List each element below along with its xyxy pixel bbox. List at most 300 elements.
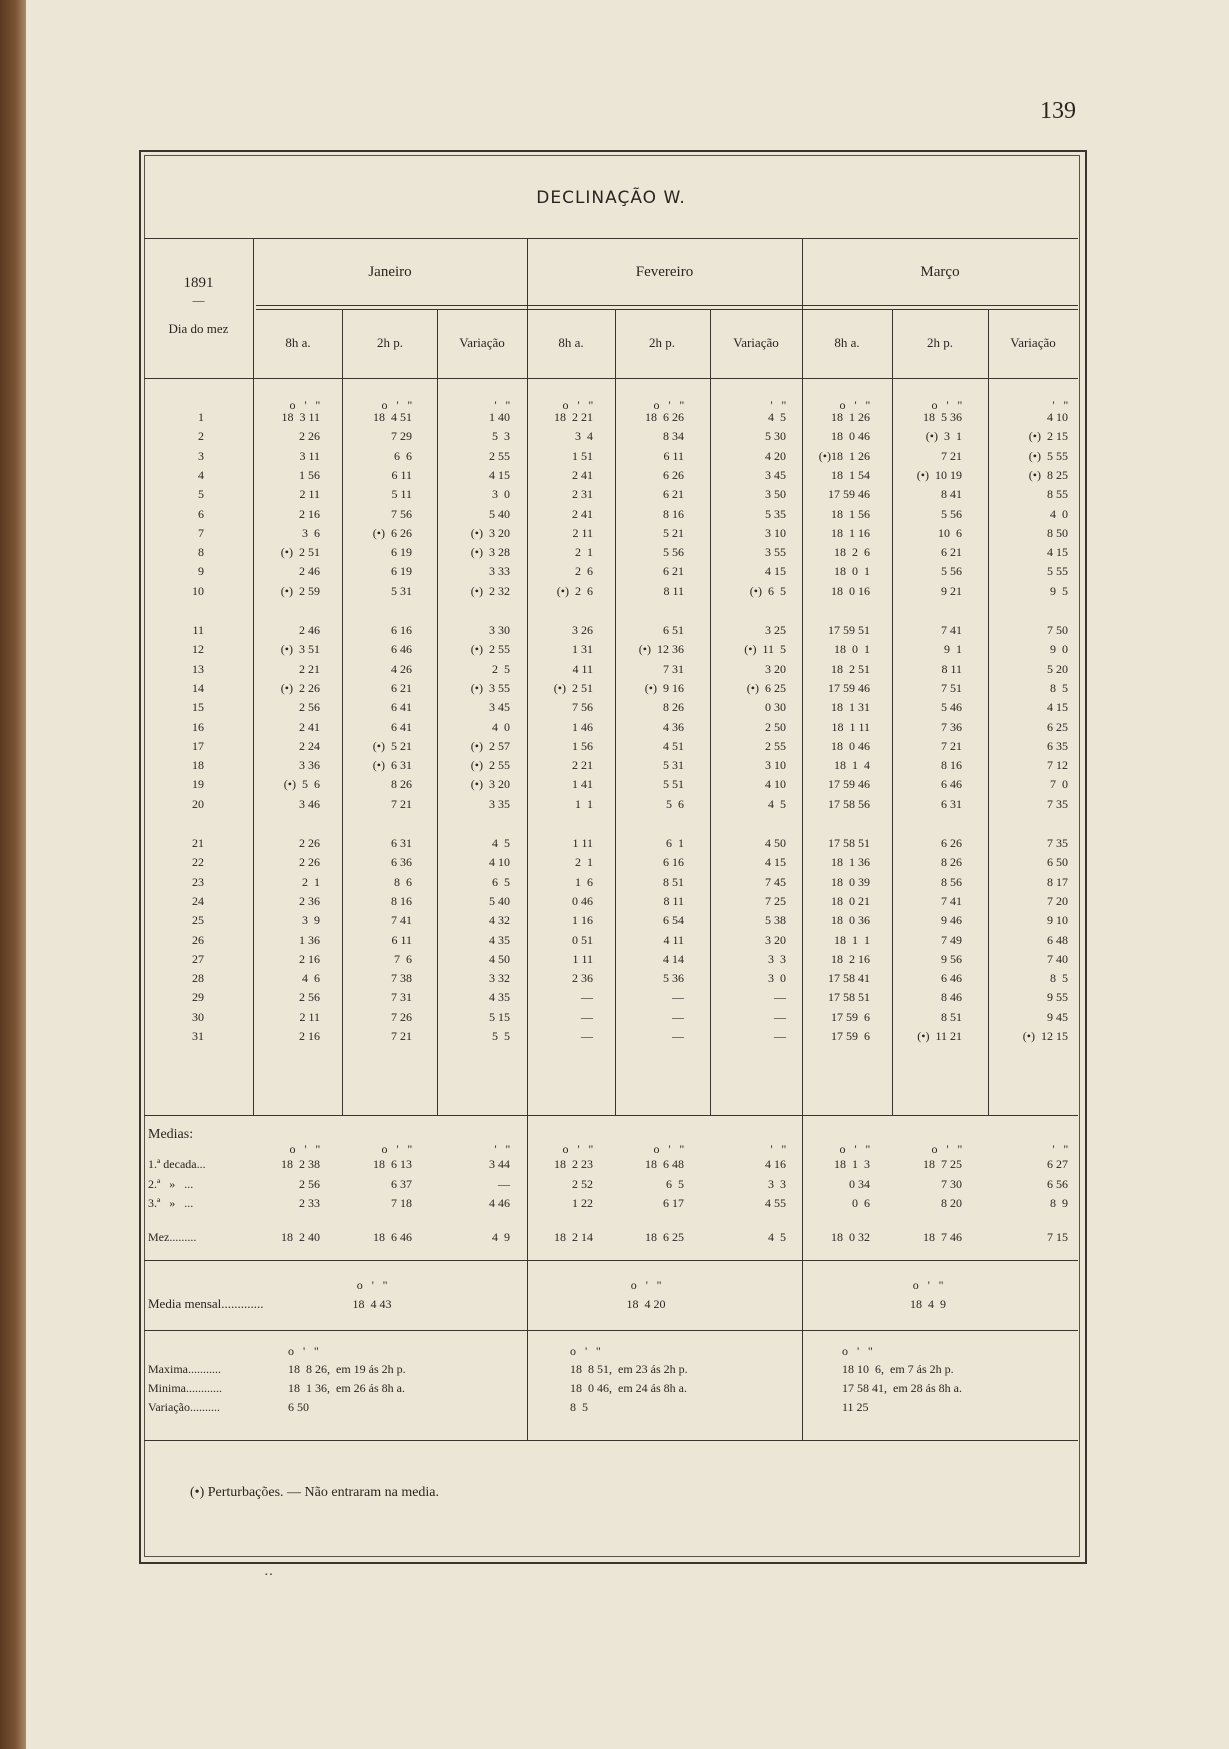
table-cell: 6 19 [391,564,412,579]
table-cell: 18 0 36 [831,913,870,928]
table-cell: (•) 11 5 [744,642,786,657]
extreme-label: Variação.......... [148,1400,220,1414]
table-cell: 6 21 [941,545,962,560]
table-cell: 4 20 [765,448,786,463]
table-cell: 3 55 [765,545,786,560]
table-cell: 17 59 6 [831,1009,870,1024]
medias-cell: 6 17 [663,1196,684,1210]
table-cell: 8 26 [391,777,412,792]
table-cell: 8 51 [663,874,684,889]
day-number: 14 [192,680,204,695]
table-cell: 2 1 [575,855,593,870]
table-cell: 2 16 [299,951,320,966]
table-cell: 5 56 [941,506,962,521]
table-cell: 18 1 26 [831,410,870,424]
table-cell: 6 11 [391,467,412,482]
table-cell: 3 20 [765,932,786,947]
table-cell: 5 51 [663,777,684,792]
table-cell: 2 26 [299,855,320,870]
table-cell: 7 41 [391,913,412,928]
table-cell: 9 0 [1050,642,1068,657]
table-cell: 3 35 [489,796,510,811]
table-cell: 2 16 [299,506,320,521]
medias-cell: 4 16 [765,1157,786,1171]
table-cell: 9 56 [941,951,962,966]
table-cell: 6 21 [391,680,412,695]
table-cell: 3 20 [765,661,786,676]
table-cell: 17 59 46 [828,487,870,502]
table-cell: 5 21 [663,525,684,540]
table-cell: 1 1 [575,796,593,811]
table-cell: 1 11 [572,951,593,966]
table-cell: 3 0 [768,971,786,986]
media-mensal-value: 18 4 43 [352,1297,392,1311]
day-number: 8 [198,545,204,560]
table-cell: (•) 2 55 [470,758,510,773]
table-cell: 17 58 41 [828,971,870,986]
table-cell: — [672,1009,684,1024]
column-subheader: 2h p. [649,335,675,350]
table-cell: 3 10 [765,525,786,540]
mez-cell: 18 6 25 [645,1230,684,1244]
table-cell: 18 6 26 [645,410,684,424]
extreme-label: Maxima........... [148,1362,221,1376]
mez-cell: 7 15 [1047,1230,1068,1244]
table-cell: 0 30 [765,700,786,715]
page-number: 139 [1040,98,1076,124]
table-cell: 6 19 [391,545,412,560]
table-cell: 18 1 16 [831,525,870,540]
table-cell: 18 1 11 [831,719,870,734]
units-label: o ' '' [289,398,320,412]
table-cell: 4 11 [572,661,593,676]
table-cell: 6 50 [1047,855,1068,870]
units-label: o ' '' [288,1344,319,1358]
table-cell: 3 46 [299,796,320,811]
table-cell: 8 6 [394,874,412,889]
rule [144,1330,1078,1331]
table-cell: 8 55 [1047,487,1068,502]
table-cell: 3 50 [765,487,786,502]
table-cell: 1 56 [299,467,320,482]
table-cell: 4 5 [768,410,786,424]
table-cell: 1 56 [572,738,593,753]
extreme-value: 18 8 26, em 19 ás 2h p. [288,1362,406,1376]
table-cell: 7 56 [391,506,412,521]
table-cell: 6 11 [663,448,684,463]
medias-cell: 2 33 [299,1196,320,1210]
table-cell: (•) 6 26 [372,525,412,540]
table-cell: 4 51 [663,738,684,753]
mez-cell: 18 7 46 [923,1230,962,1244]
table-cell: 5 3 [492,429,510,444]
table-cell: 3 9 [302,913,320,928]
table-cell: 5 35 [765,506,786,521]
table-cell: 18 2 21 [554,410,593,424]
table-cell: 4 15 [1047,700,1068,715]
table-cell: — [774,1029,786,1043]
table-cell: (•) 2 57 [470,738,510,753]
rule [144,1440,1078,1441]
table-cell: 3 4 [575,429,593,444]
table-cell: 7 21 [391,1029,412,1043]
table-cell: 5 15 [489,1009,510,1024]
table-cell: 2 55 [765,738,786,753]
units-label: o ' '' [381,398,412,412]
table-cell: 17 59 46 [828,680,870,695]
column-subheader: 2h p. [927,335,953,350]
table-title: DECLINAÇÃO W. [536,188,686,208]
table-cell: 18 0 1 [834,564,870,579]
table-cell: 7 35 [1047,796,1068,811]
table-cell: 4 5 [768,796,786,811]
table-cell: 3 10 [765,758,786,773]
day-number: 3 [198,448,204,463]
table-cell: (•)18 1 26 [818,448,870,463]
table-cell: 8 41 [941,487,962,502]
table-cell: 8 46 [941,990,962,1005]
day-number: 17 [192,738,204,753]
table-cell: (•) 3 55 [470,680,510,695]
table-cell: — [581,1009,593,1024]
table-cell: 18 4 51 [373,410,412,424]
medias-cell: 6 37 [391,1176,412,1191]
table-cell: 4 50 [489,951,510,966]
media-mensal-value: 18 4 20 [626,1297,666,1311]
day-number: 24 [192,893,204,908]
medias-row-label: 2.ª » ... [148,1176,194,1191]
extreme-value: 18 0 46, em 24 ás 8h a. [570,1381,687,1395]
table-cell: 0 46 [572,893,593,908]
table-cell: 7 21 [941,738,962,753]
table-cell: 18 2 16 [831,951,870,966]
table-cell: 4 15 [1047,545,1068,560]
table-cell: 2 11 [572,525,593,540]
table-cell: 2 56 [299,990,320,1005]
table-cell: 1 41 [572,777,593,792]
medias-cell: 18 2 38 [281,1157,320,1171]
table-cell: 18 5 36 [923,410,962,424]
table-cell: 18 1 31 [831,700,870,715]
table-cell: 5 56 [663,545,684,560]
mez-label: Mez......... [148,1230,197,1244]
units-label: o ' '' [289,1142,320,1156]
medias-cell: 4 55 [765,1196,786,1210]
table-cell: 18 1 4 [834,758,870,773]
table-cell: 4 11 [663,932,684,947]
day-column-header: Dia do mez [168,321,229,336]
table-cell: 2 26 [299,429,320,444]
extreme-value: 17 58 41, em 28 ás 8h a. [842,1381,962,1395]
table-cell: 2 56 [299,700,320,715]
table-cell: 2 11 [299,487,320,502]
table-cell: 9 46 [941,913,962,928]
table-cell: 7 45 [765,874,786,889]
table-cell: 9 1 [944,642,962,657]
mez-cell: 18 2 40 [281,1230,320,1244]
table-cell: 2 46 [299,564,320,579]
table-cell: 6 5 [492,874,510,889]
table-cell: 7 41 [941,623,962,637]
table-cell: 6 31 [391,836,412,850]
table-cell: 8 17 [1047,874,1068,889]
table-cell: 5 31 [663,758,684,773]
table-cell: 3 11 [299,448,320,463]
table-cell: (•) 12 36 [638,642,684,657]
table-cell: 17 59 51 [828,623,870,637]
table-cell: (•) 6 5 [749,583,786,598]
table-cell: 7 36 [941,719,962,734]
table-cell: 3 3 [768,951,786,966]
units-label: o ' '' [931,398,962,412]
medias-cell: 18 2 23 [554,1157,593,1171]
table-cell: (•) 2 26 [280,680,320,695]
table-cell: 3 26 [572,623,593,637]
table-cell: 3 0 [492,487,510,502]
table-cell: 4 0 [1050,506,1068,521]
table-cell: 5 5 [492,1029,510,1043]
day-number: 19 [192,777,204,792]
table-cell: 4 26 [391,661,412,676]
table-cell: 2 36 [299,893,320,908]
mez-cell: 18 2 14 [554,1230,593,1244]
units-label: o ' '' [630,1278,662,1292]
table-cell: (•) 2 51 [280,545,320,560]
book-spine [0,0,26,1749]
mez-cell: 18 6 46 [373,1230,412,1244]
table-cell: 18 0 21 [831,893,870,908]
table-cell: 2 6 [575,564,593,579]
table-cell: 8 11 [941,661,962,676]
column-subheader: 2h p. [377,335,403,350]
table-cell: 6 16 [663,855,684,870]
table-cell: 3 45 [489,700,510,715]
table-cell: 9 45 [1047,1009,1068,1024]
day-number: 13 [192,661,204,676]
table-cell: 2 46 [299,623,320,637]
day-number: 25 [192,913,204,928]
table-cell: 7 38 [391,971,412,986]
table-cell: (•) 6 31 [372,758,412,773]
table-cell: 8 16 [663,506,684,521]
rule [144,1115,1078,1116]
day-number: 28 [192,971,204,986]
day-number: 10 [192,583,204,598]
table-cell: (•) 2 55 [470,642,510,657]
table-cell: (•) 2 6 [556,583,593,598]
table-cell: (•) 5 6 [283,777,320,792]
table-cell: 4 35 [489,990,510,1005]
table-cell: 3 32 [489,971,510,986]
table-cell: 6 26 [663,467,684,482]
units-label: o ' '' [653,398,684,412]
extreme-value: 18 1 36, em 26 ás 8h a. [288,1381,405,1395]
table-cell: 7 31 [391,990,412,1005]
table-cell: 18 2 51 [831,661,870,676]
table-cell: — [672,990,684,1005]
medias-cell: 6 27 [1047,1157,1068,1171]
table-cell: — [774,1009,786,1024]
table-cell: — [581,990,593,1005]
table-cell: 7 0 [1050,777,1068,792]
table-cell: (•) 9 16 [644,680,684,695]
units-label: ' '' [770,398,786,412]
table-cell: 7 29 [391,429,412,444]
table-cell: (•) 2 51 [553,680,593,695]
extreme-value: 18 8 51, em 23 ás 2h p. [570,1362,688,1376]
medias-cell: 18 7 25 [923,1157,962,1171]
table-cell: 5 36 [663,971,684,986]
day-number: 27 [192,951,204,966]
table-cell: 18 1 56 [831,506,870,521]
table-cell: 6 46 [941,777,962,792]
table-cell: 6 54 [663,913,684,928]
day-number: 7 [198,525,204,540]
table-cell: 4 6 [302,971,320,986]
table-cell: (•) 5 55 [1028,448,1068,463]
table-cell: 8 26 [941,855,962,870]
table-cell: 5 20 [1047,661,1068,676]
table-cell: 2 24 [299,738,320,753]
table-cell: 7 25 [765,893,786,908]
day-number: 11 [192,623,204,637]
year-label: 1891 [183,275,214,291]
units-label: o ' '' [381,1142,412,1156]
table-cell: 6 21 [663,564,684,579]
table-cell: 2 21 [299,661,320,676]
medias-cell: 2 56 [299,1176,320,1191]
table-cell: 4 50 [765,836,786,850]
table-cell: 6 35 [1047,738,1068,753]
table-cell: 7 40 [1047,951,1068,966]
table-cell: 6 1 [666,836,684,850]
day-number: 26 [192,932,204,947]
table-cell: 6 16 [391,623,412,637]
table-cell: 1 31 [572,642,593,657]
table-cell: 18 2 6 [834,545,870,560]
table-cell: 1 36 [299,932,320,947]
table-cell: 8 51 [941,1009,962,1024]
table-cell: 2 55 [489,448,510,463]
table-cell: 6 46 [391,642,412,657]
units-label: o ' '' [570,1344,601,1358]
table-cell: — [581,1029,593,1043]
units-label: o ' '' [562,1142,593,1156]
table-cell: 7 26 [391,1009,412,1024]
table-cell: 7 35 [1047,836,1068,850]
medias-cell: 1 22 [572,1196,593,1210]
mez-cell: 18 0 32 [831,1230,870,1244]
medias-cell: 8 9 [1050,1196,1068,1210]
medias-cell: 18 1 3 [834,1157,870,1171]
table-cell: (•) 3 20 [470,777,510,792]
table-cell: 3 45 [765,467,786,482]
table-cell: 17 59 46 [828,777,870,792]
units-label: o ' '' [356,1278,388,1292]
units-label: o ' '' [562,398,593,412]
media-mensal-value: 18 4 9 [910,1297,946,1311]
table-cell: (•) 2 59 [280,583,320,598]
table-cell: 3 6 [302,525,320,540]
table-cell: 9 5 [1050,583,1068,598]
table-cell: 5 6 [666,796,684,811]
table-cell: 1 51 [572,448,593,463]
medias-cell: 3 44 [489,1157,510,1171]
table-cell: 3 30 [489,623,510,637]
units-label: o ' '' [931,1142,962,1156]
table-cell: 2 1 [575,545,593,560]
table-cell: 4 35 [489,932,510,947]
table-cell: 3 25 [765,623,786,637]
table-cell: 7 12 [1047,758,1068,773]
column-subheader: Variação [733,335,779,350]
table-cell: 6 46 [941,971,962,986]
rule [144,378,1078,379]
table-cell: — [672,1029,684,1043]
table-cell: 2 21 [572,758,593,773]
table-cell: 8 26 [663,700,684,715]
day-number: 2 [198,429,204,444]
table-cell: 1 46 [572,719,593,734]
media-mensal-label: Media mensal............. [148,1296,264,1311]
table-cell: (•) 12 15 [1022,1029,1068,1043]
medias-cell: 6 56 [1047,1176,1068,1191]
table-cell: 3 36 [299,758,320,773]
medias-cell: 3 3 [768,1176,786,1191]
day-number: 16 [192,719,204,734]
medias-label: Medias: [148,1127,194,1142]
stray-dots: ·· [264,1568,274,1583]
table-cell: 5 40 [489,893,510,908]
extreme-value: 18 10 6, em 7 ás 2h p. [842,1362,954,1376]
table-cell: 5 40 [489,506,510,521]
column-subheader: 8h a. [834,335,860,350]
day-number: 1 [198,410,204,424]
table-cell: 1 16 [572,913,593,928]
medias-cell: — [498,1176,510,1191]
table-cell: 8 11 [663,583,684,598]
table-cell: 2 41 [572,467,593,482]
table-cell: 6 6 [394,448,412,463]
table-cell: 6 11 [391,932,412,947]
table-cell: 18 0 39 [831,874,870,889]
units-label: ' '' [494,398,510,412]
day-number: 29 [192,990,204,1005]
table-cell: 2 31 [572,487,593,502]
month-header-jan: Janeiro [368,264,412,280]
table-cell: (•) 11 21 [917,1029,962,1043]
table-cell: 2 11 [299,1009,320,1024]
table-cell: 1 11 [572,836,593,850]
column-subheader: 8h a. [558,335,584,350]
table-cell: 4 15 [489,467,510,482]
table-cell: 9 21 [941,583,962,598]
table-cell: 5 56 [941,564,962,579]
table-cell: 8 34 [663,429,684,444]
table-cell: 2 1 [302,874,320,889]
medias-cell: 0 34 [849,1176,870,1191]
table-cell: 1 40 [489,410,510,424]
table-cell: 4 36 [663,719,684,734]
table-cell: (•) 5 21 [372,738,412,753]
rule [256,309,1078,310]
day-number: 18 [192,758,204,773]
table-cell: 8 5 [1050,680,1068,695]
table-cell: (•) 2 32 [470,583,510,598]
medias-cell: 4 46 [489,1196,510,1210]
table-cell: 18 3 11 [281,410,320,424]
units-label: ' '' [1052,398,1068,412]
